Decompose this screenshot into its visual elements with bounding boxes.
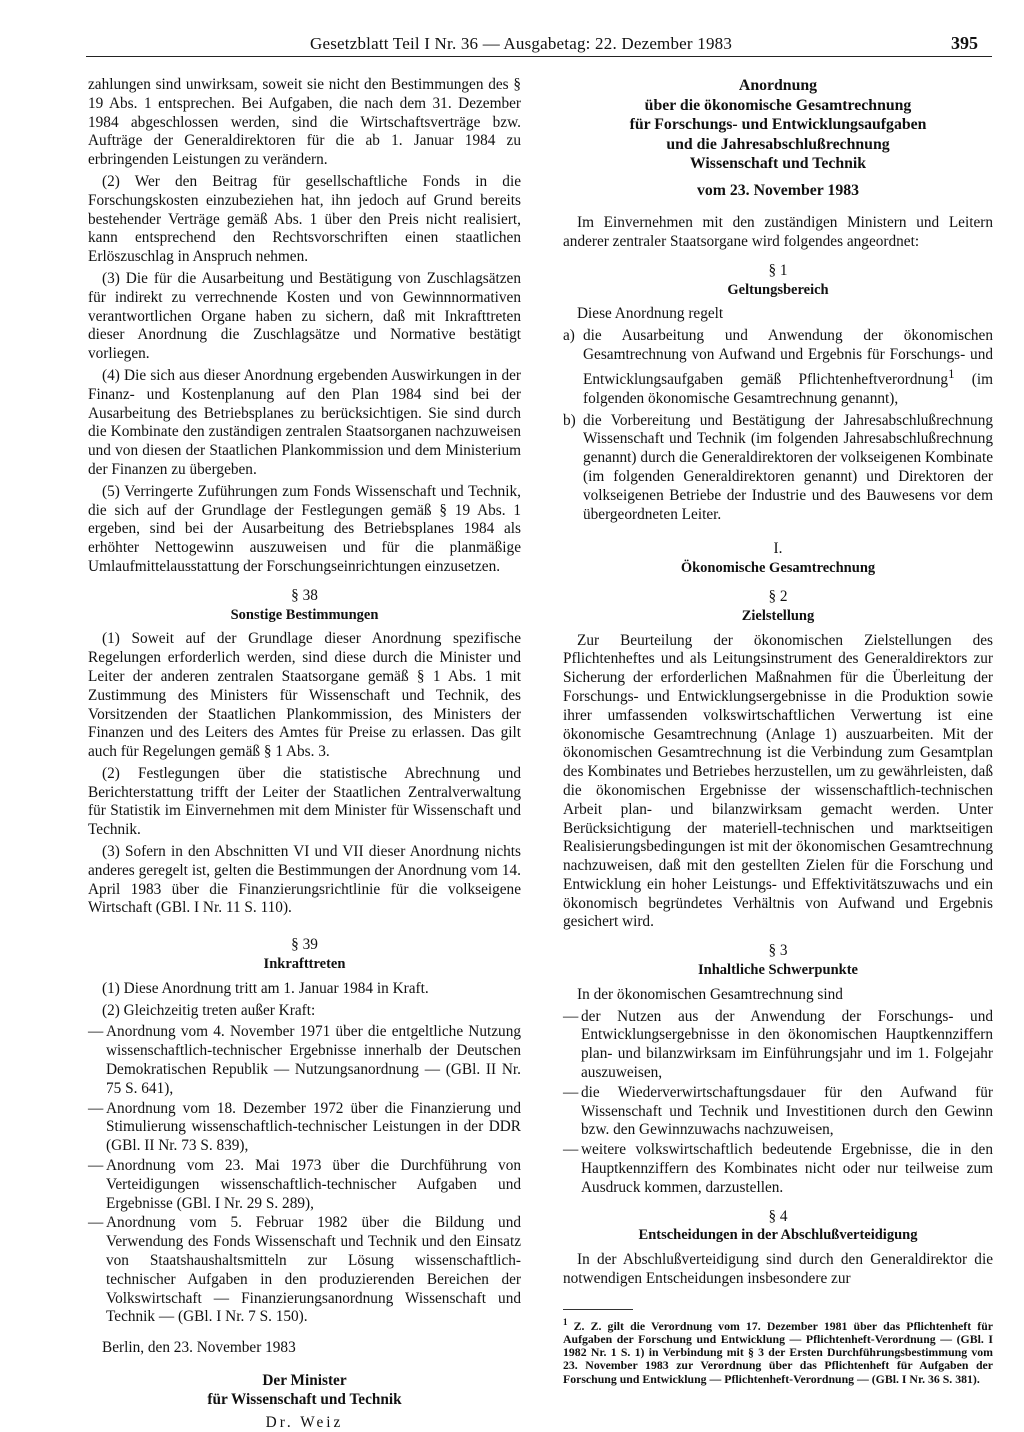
section-2-paragraph: Zur Beurteilung der ökonomischen Zielstellungen des Pflichtenheftes und als Leitungsinstrument des Generaldirektors zur Sicherung der erforderlichen Maßnahmen für die Überleitung der Forschungs- und Entwicklungsergebnisse in die Produktion sowie ihrer umfassenden volkswirtschaftlichen Verwertung ist eine ökonomische Gesamtrechnung (Anlage 1) auszuarbeiten. Mit der ökonomischen Gesamtrechnung ist die Verbindung zum Gesamtplan des Kombinates und Betriebes herzustellen, um zu gewährleisten, daß die ökonomischen Ergebnisse der wissenschaftlich-technischen Arbeit plan- und bilanzwirksam gemacht werden. Unter Berücksichtigung der materiell-technischen und marktseitigen Realisierungsbedingungen ist mit der ökonomischen Gesamtrechnung nachzuweisen, daß mit den gestellten Zielen für die Forschung und Entwicklung ein hoher Leistungs- und Effektivitätszuwachs und ein ökonomisch begründetes Verhältnis von Aufwand und Ergebnis gesichert wird. <box>563 631 993 931</box>
paragraph-5: (5) Verringerte Zuführungen zum Fonds Wissenschaft und Technik, die sich auf der Grundlage der Festlegungen gemäß § 19 Abs. 1 ergeben, sind bei der Ausarbeitung des Betriebsplanes 1984 als erhöhter Nettogewinn auszuweisen und für die planmäßige Umlaufmittelausstattung der Forschungseinrichtungen einzusetzen. <box>88 482 521 575</box>
section-3-title: Inhaltliche Schwerpunkte <box>698 962 858 979</box>
dash-bullet: — <box>563 1007 579 1025</box>
section-38-paragraph-1: (1) Soweit auf der Grundlage dieser Anordnung spezifische Regelungen erforderlich werden, sind diese durch die Minister und Leiter der anderen zentralen Staatsorgane gemäß § 1 Abs. 1 mit Zustimmung des Ministers für Wissenschaft und Technik, des Vorsitzenden der Staatlichen Plankommission, des Ministers der Finanzen und des Leiters des Amtes für Preise zu erlassen. Das gilt auch für Regelungen gemäß § 1 Abs. 3. <box>88 630 521 761</box>
part-title: Ökonomische Gesamtrechnung <box>680 560 876 577</box>
page-header <box>86 30 992 57</box>
header-title: Gesetzblatt Teil I Nr. 36 — Ausgabetag: 22. Dezember 1983 <box>310 34 733 53</box>
paragraph-3: (3) Die für die Ausarbeitung und Bestätigung von Zuschlagsätzen für indirekt zu verrechnende Kosten und von Gewinnnormativen verantwortlichen Organe haben zu sichern, daß mit Inkrafttreten dieser Anordnung die Zuschlagsätze und Normative bestätigt vorliegen. <box>88 269 521 363</box>
section-4-title: Entscheidungen in der Abschlußverteidigung <box>638 1227 918 1244</box>
page-number: 395 <box>951 33 978 53</box>
section-38-number: § 38 <box>291 586 318 604</box>
section-39-paragraph-2: (2) Gleichzeitig treten außer Kraft: <box>102 1001 316 1019</box>
section-4-paragraph: In der Abschlußverteidigung sind durch den Generaldirektor die notwendigen Entscheidungen insbesondere zur <box>563 1251 993 1288</box>
repealed-list-item-text: Anordnung vom 5. Februar 1982 über die Bildung und Verwendung des Fonds Wissenschaft und Technik und den Einsatz von Staatshaushaltsmitteln zur Lösung wissenschaftlich-technischer Aufgaben in den produzierenden Bereichen der Volkswirtschaft — Finanzierungsanordnung Wissenschaft und Technik — (GBl. I Nr. 7 S. 150). <box>106 1214 521 1326</box>
section-1-item-b <box>563 412 993 525</box>
emphasis-list-item <box>563 1084 993 1140</box>
dash-bullet: — <box>88 1157 104 1175</box>
signatory-name: Dr. Weiz <box>265 1413 344 1431</box>
left-column <box>88 76 521 1432</box>
signatory-title-1: Der Minister <box>262 1372 347 1389</box>
dash-bullet: — <box>563 1141 579 1159</box>
section-2-title: Zielstellung <box>741 607 815 624</box>
document-title-line-2: über die ökonomische Gesamtrechnung <box>644 96 912 114</box>
item-marker: a) <box>563 327 575 345</box>
repealed-list-item-text: Anordnung vom 18. Dezember 1972 über die Finanzierung und Stimulierung wissenschaftlich-technischer Leistungen in der DDR (GBl. II Nr. 73 S. 839), <box>106 1099 521 1155</box>
section-38-title: Sonstige Bestimmungen <box>230 606 379 623</box>
emphasis-list-item-text: weitere volkswirtschaftlich bedeutende Ergebnisse, die in den Hauptkennziffern des Kombinates nicht oder nur teilweise zum Ausdruck kommen, darzustellen. <box>581 1141 993 1196</box>
footnote-divider <box>563 1309 633 1310</box>
document-title-line-1: Anordnung <box>738 77 818 94</box>
section-2-number: § 2 <box>768 587 788 605</box>
dash-bullet: — <box>88 1214 104 1232</box>
document-title-line-3: für Forschungs- und Entwicklungsaufgaben <box>629 116 927 133</box>
paragraph-2: (2) Wer den Beitrag für gesellschaftliche Fonds in die Forschungskosten einzubeziehen hat, ihn jedoch auf Grund bereits bestehender Verträge gemäß Abs. 1 über den Preis nicht realisiert, kann entsprechend den Rechtsvorschriften einen staatlichen Erlöszuschlag in Anspruch nehmen. <box>88 172 521 266</box>
document-title-line-5: Wissenschaft und Technik <box>689 155 867 172</box>
section-3-number: § 3 <box>768 942 788 960</box>
item-b-text: die Vorbereitung und Bestätigung der Jahresabschlußrechnung Wissenschaft und Technik (im folgenden Jahresabschlußrechnung genannt) durch die Generaldirektoren der volkseigenen Kombinate (im folgenden Generaldirektoren genannt) und Direktoren der volkseigenen Betriebe der Industrie und des Bauwesens vor dem übergeordneten Leiter. <box>583 411 993 523</box>
paragraph-continued: zahlungen sind unwirksam, soweit sie nicht den Bestimmungen des § 19 Abs. 1 entsprechen. Bei Aufgaben, die nach dem 31. Dezember 1984 abgeschlossen werden, sind die Wirtschaftsverträge bzw. Aufträge der Generaldirektoren für die ab 1. Januar 1984 zu erbringenden Leistungen zu verändern. <box>88 76 521 169</box>
repealed-list-item <box>88 1100 521 1156</box>
repealed-list-item <box>88 1157 521 1213</box>
document-title-line-4: und die Jahresabschlußrechnung <box>666 135 890 153</box>
section-38-paragraph-3: (3) Sofern in den Abschnitten VI und VII dieser Anordnung nichts anderes geregelt ist, gelten die Bestimmungen der Anordnung vom 14. April 1983 über die Finanzierungsrichtlinie für die volkseigene Wirtschaft (GBl. I Nr. 11 S. 110). <box>88 843 521 917</box>
emphasis-list-item <box>563 1141 993 1197</box>
section-39-number: § 39 <box>291 936 318 954</box>
section-38-paragraph-2: (2) Festlegungen über die statistische Abrechnung und Berichterstattung trifft der Leiter der Staatlichen Zentralverwaltung für Statistik im Einvernehmen mit dem Minister für Wissenschaft und Technik. <box>88 764 521 839</box>
section-4-number: § 4 <box>768 1207 788 1225</box>
document-date: vom 23. November 1983 <box>696 181 860 199</box>
repealed-list-item <box>88 1214 521 1327</box>
section-1-lead: Diese Anordnung regelt <box>577 305 724 323</box>
repealed-list-item <box>88 1023 521 1098</box>
item-a-text-1: die Ausarbeitung und Anwendung der ökonomischen Gesamtrechnung von Aufwand und Ergebnis für Forschungs- und Entwicklungsaufgaben gemäß Pflichtenheftverordnung <box>583 327 993 388</box>
section-3-lead: In der ökonomischen Gesamtrechnung sind <box>577 985 843 1003</box>
signatory-title-2: für Wissenschaft und Technik <box>207 1390 402 1408</box>
section-39-paragraph-1: (1) Diese Anordnung tritt am 1. Januar 1984 in Kraft. <box>102 979 429 997</box>
section-1-number: § 1 <box>768 261 788 279</box>
footnote-marker: 1 <box>563 1316 568 1327</box>
footnote <box>563 1316 993 1386</box>
repealed-list-item-text: Anordnung vom 4. November 1971 über die entgeltliche Nutzung wissenschaftlich-technischer Ergebnisse innerhalb der Deutschen Demokratischen Republik — Nutzungsanordnung — (GBl. II Nr. 75 S. 641), <box>106 1023 521 1097</box>
right-column <box>563 76 993 1389</box>
emphasis-list-item-text: der Nutzen aus der Anwendung der Forschungs- und Entwicklungsergebnisse in den ökonomischen Hauptkennziffern plan- und bilanzwirksam im Einführungsjahr und im 1. Folgejahr auszuweisen, <box>581 1007 993 1082</box>
place-and-date: Berlin, den 23. November 1983 <box>102 1339 296 1357</box>
section-1-item-a <box>563 327 993 408</box>
emphasis-list-item-text: die Wiederverwirtschaftungsdauer für den Aufwand für Wissenschaft und Technik und Investitionen durch den Gewinn bzw. den Gewinnzuwachs nachzuweisen, <box>581 1083 993 1139</box>
section-39-title: Inkrafttreten <box>263 956 346 973</box>
repealed-list-item-text: Anordnung vom 23. Mai 1973 über die Durchführung von Verteidigungen wissenschaftlich-technischer Aufgaben und Ergebnisse (GBl. I Nr. 29 S. 289), <box>106 1157 521 1212</box>
item-a-text-2: (im folgenden ökonomische Gesamtrechnung genannt), <box>583 370 993 407</box>
dash-bullet: — <box>88 1099 104 1117</box>
footnote-text: Z. Z. gilt die Verordnung vom 17. Dezember 1981 über das Pflichtenheft für Aufgaben der Forschung und Entwicklung — Pflichtenheft-Verordnung — (GBl. I 1982 Nr. 1 S. 1) in Verbindung mit § 3 der Ersten Durchführungsbestimmung vom 23. November 1983 zur Verordnung über das Pflichtenheft für Aufgaben der Forschung und Entwicklung — Pflichtenheft-Verordnung — (GBl. I Nr. 36 S. 381). <box>563 1318 993 1386</box>
part-number: I. <box>773 540 783 558</box>
preamble: Im Einvernehmen mit den zuständigen Ministern und Leitern anderer zentraler Staatsorgane wird folgendes angeordnet: <box>563 214 993 251</box>
item-marker: b) <box>563 411 576 429</box>
footnote-reference: 1 <box>948 366 955 381</box>
emphasis-list-item <box>563 1008 993 1083</box>
paragraph-4: (4) Die sich aus dieser Anordnung ergebenden Auswirkungen in der Finanz- und Kostenplanung auf den Plan 1984 sind bei der Ausarbeitung des Betriebsplanes zu berücksichtigen. Sie sind durch die Kombinate den zuständigen zentralen Staatsorganen nachzuweisen und von diesen der Staatlichen Plankommission und dem Ministerium der Finanzen zu übergeben. <box>88 366 521 478</box>
dash-bullet: — <box>88 1023 104 1041</box>
dash-bullet: — <box>563 1083 579 1101</box>
section-1-title: Geltungsbereich <box>727 281 829 298</box>
